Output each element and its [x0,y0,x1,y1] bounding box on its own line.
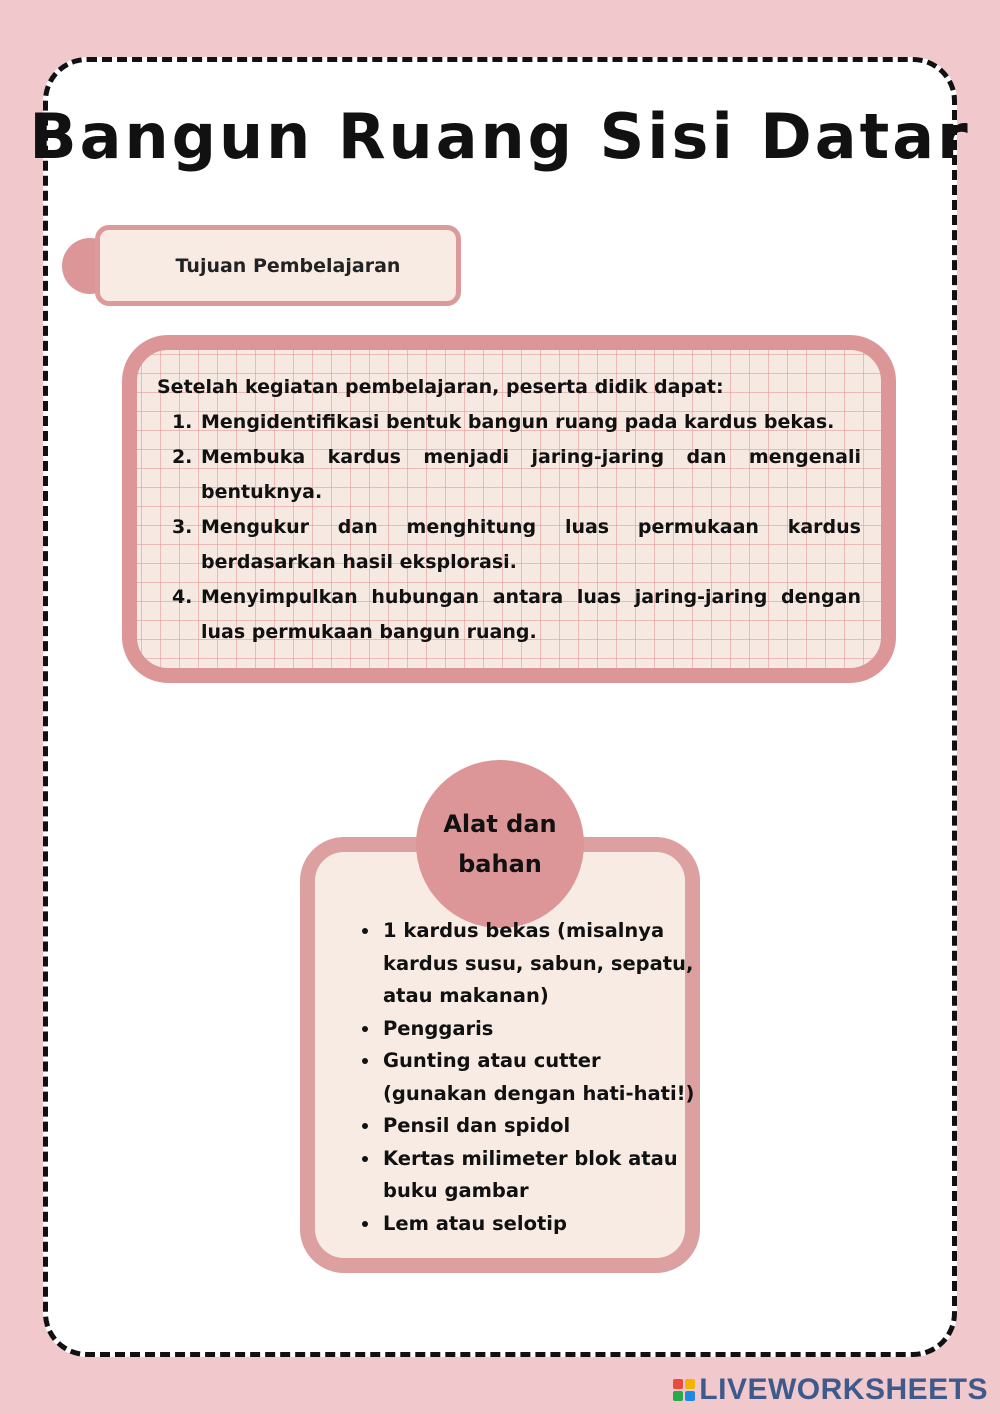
objective-item: 3. Mengukur dan menghitung luas permukaan kardus berdasarkan hasil eksplorasi. [199,510,861,580]
tool-item: • 1 kardus bekas (misalnya kardus susu, sabun, sepatu, atau makanan) [381,915,711,1013]
tools-list [353,915,711,1240]
objective-item: 2. Membuka kardus menjadi jaring-jaring dan mengenali bentuknya. [199,440,861,510]
watermark-text: LIVEWORKSHEETS [699,1373,988,1406]
page-title: Bangun Ruang Sisi Datar [29,100,971,173]
tool-item: • Pensil dan spidol [381,1110,711,1143]
objectives-content [157,370,861,650]
objectives-heading-tag [95,225,461,306]
objectives-panel [122,335,896,683]
tool-item: • Kertas milimeter blok atau buku gambar [381,1143,711,1208]
tool-item: • Lem atau selotip [381,1208,711,1241]
objective-item: 4. Menyimpulkan hubungan antara luas jaring-jaring dengan luas permukaan bangun ruang. [199,580,861,650]
objectives-list [157,405,861,650]
objectives-heading: Tujuan Pembelajaran [175,254,401,277]
tools-heading-badge [416,760,584,928]
liveworksheets-watermark [673,1373,988,1407]
tools-heading: Alat dan bahan [443,810,557,878]
objective-item: 1. Mengidentifikasi bentuk bangun ruang pada kardus bekas. [199,405,861,440]
tool-item: • Penggaris [381,1013,711,1046]
tool-item: • Gunting atau cutter (gunakan dengan hati-hati!) [381,1045,711,1110]
liveworksheets-logo-icon [673,1379,695,1401]
objectives-intro: Setelah kegiatan pembelajaran, peserta didik dapat: [157,376,724,398]
